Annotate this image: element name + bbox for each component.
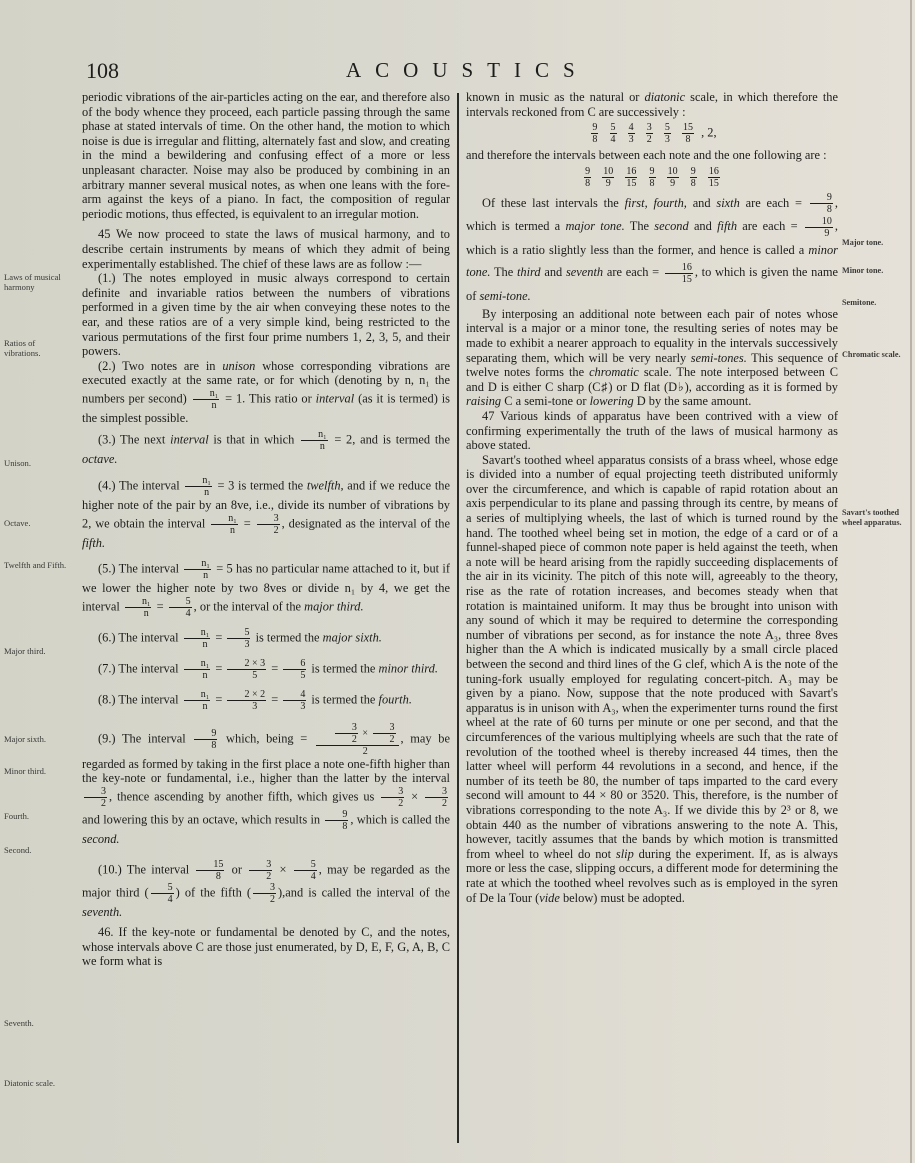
law-2: (2.) Two notes are in unison whose corresponding vibrations are executed exactly at the same rate, or for which (denoting by n, n₁ the numbers per second) $\frac{\text{n₁}}{n}$ = 1. This ratio or interval (as it is termed) is the simplest possible. <box>82 358 450 425</box>
step-interval-ratios: $\frac{9}{8}$ $\frac{10}{9}$ $\frac{16}{15}$ $\frac{9}{8}$ $\frac{10}{9}$ $\frac{9}{8}$ $\frac{16}{15}$ <box>585 165 719 189</box>
fraction: $\frac{\text{n₁}}{n}$ <box>184 658 211 681</box>
side-note-diatonic: Diatonic scale. <box>4 1078 56 1088</box>
law-10: (10.) The interval $\frac{15}{8}$ or $\frac{3}{2}$ × $\frac{5}{4}$ , may be regarded as the major third ( $\frac{5}{4}$ ) of the fifth ( $\frac{3}{2}$ ),and is called the interval of the seventh. <box>82 858 450 919</box>
side-note-twelfth: Twelfth and Fifth. <box>4 560 67 570</box>
side-note-laws: Laws of musical harmony <box>4 272 61 292</box>
side-note-unison: Unison. <box>4 458 31 468</box>
paragraph-savart: Savart's toothed wheel apparatus consists of a brass wheel, whose edge is divided into a number of equal projecting teeth distributed uniformly over the circumference, and which is capable of rapid rotation about an axis perpendicular to its plane and passing through its centre, by means of a series of multiplying wheels, the last of which is turned round by the hand. The toothed wheel being set in motion, the edge of a card or of a funnel-shaped piece of common note paper is held against the teeth, when a note will be heard arising from the rapidly succeeding displacements of the air in its vicinity. The pitch of this note will, agreeably to the theory, rise as the rate of rotation increases, and becomes steady when that rotation is maintained uniform. It may thus be brought into unison with any sound of which it may be required to determine the corresponding number of vibrations per second, as for instance the note A₃, three 8ves higher than the A which is indicated musically by a small circle placed between the second and third lines of the G clef, which A is the note of the tuning-fork usually employed for regulating concert-pitch. A₃ may be given by a piano. Now, suppose that the note produced with Savart's apparatus is in unison with A₃, when the experimenter turns round the first wheel at the rate of 60 turns per minute or one per second, and that the circumferences of the various multiplying wheels are such that the rate of revolution of the toothed wheel is thereby increased 44 times, then the latter wheel will perform 44 revolutions in a second, and hence, if the number of its teeth be 80, the number of taps imparted to the card every second will amount to 44 × 80 or 3520. This, therefore, is the number of vibrations corresponding to the note A₃. If we divide this by 2³ or 8, we obtain 440 as the number of vibrations answering to the note A. This, however, tacitly assumes that the bands by which motion is transmitted from wheel to wheel do not slip during the experiment. If, as is always more or less the case, slipping occurs, a different mode for determining the rate at which the toothed wheel revolves such as is employed in the syren of De la Tour (vide below) must be adopted. <box>466 452 838 905</box>
fraction: $\frac{\text{n₁}}{n}$ <box>193 388 220 411</box>
fraction: $\frac{3}{2}$ <box>381 786 404 809</box>
diatonic-scale-ratios: $\frac{9}{8}$ $\frac{5}{4}$ $\frac{4}{3}$ $\frac{3}{2}$ $\frac{5}{3}$ $\frac{15}{8}$ , 2, <box>592 122 717 146</box>
fraction: $\frac{2 \times 3}{5}$ <box>227 658 266 681</box>
paragraph-47: 47 Various kinds of apparatus have been contrived with a view of confirming experimentally the truth of the laws of musical harmony as above stated. <box>466 408 838 453</box>
fraction: $\frac{9}{8}$ <box>810 192 833 215</box>
law-9: (9.) The interval $\frac{9}{8}$ which, being = $\frac{3}{2}$ × $\frac{3}{2}$ 2 , may be regarded as formed by taking in the first place a note one-fifth higher than the key-note or fundamental, i.e., higher than the latter by the interval $\frac{3}{2}$ , thence ascending by another fifth, which gives us $\frac{3}{2}$ × $\frac{3}{2}$ and lowering this by an octave, which results in $\frac{9}{8}$ , which is called the second. <box>82 721 450 847</box>
fraction: $\frac{16}{15}$ <box>665 262 693 285</box>
law-1: (1.) The notes employed in music always correspond to certain definite and invariable ratios between the numbers of vibrations performed in a given time by the air when conveying these notes to the ear, and these ratios are of a very simple kind, being restricted to the various permutations of the first four prime numbers 1, 2, 3, 5, and their powers. <box>82 271 450 359</box>
law-5: (5.) The interval $\frac{\text{n₁}}{n}$ = 5 has no particular name attached to it, but if we lower the higher note by two 8ves or divide n₁ by 4, we get the interval $\frac{\text{n₁}}{n}$ = $\frac{5}{4}$ , or the interval of the major third. <box>82 558 450 619</box>
side-note-minor-third: Minor third. <box>4 766 47 776</box>
side-note-major-sixth: Major sixth. <box>4 734 47 744</box>
fraction: $\frac{6}{5}$ <box>283 658 306 681</box>
fraction: $\frac{\text{n₁}}{n}$ <box>185 475 212 498</box>
fraction: $\frac{3}{2}$ <box>84 786 107 809</box>
fraction: $\frac{10}{9}$ <box>805 216 833 239</box>
fraction: $\frac{\text{n₁}}{n}$ <box>184 627 211 650</box>
fraction: $\frac{5}{4}$ <box>169 596 192 619</box>
running-title: ACOUSTICS <box>346 58 589 82</box>
fraction: $\frac{9}{8}$ <box>325 809 348 832</box>
compound-fraction: $\frac{3}{2}$ × $\frac{3}{2}$ 2 <box>316 722 399 757</box>
law-8: (8.) The interval $\frac{\text{n₁}}{n}$ = $\frac{2 \times 2}{3}$ = $\frac{4}{3}$ is termed the fourth. <box>98 688 412 712</box>
side-note-chromatic: Chromatic scale. <box>842 350 901 359</box>
law-7: (7.) The interval $\frac{\text{n₁}}{n}$ = $\frac{2 \times 3}{5}$ = $\frac{6}{5}$ is termed the minor third. <box>98 657 438 681</box>
fraction: $\frac{3}{2}$ <box>257 513 280 536</box>
fraction: $\frac{5}{4}$ <box>151 882 174 905</box>
paragraph-tones: Of these last intervals the first, fourth, and sixth are each = $\frac{9}{8}$ , which is termed a major tone. The second and fifth are each = $\frac{10}{9}$ , which is a ratio slightly less than the former, and hence is called a minor tone. The third and seventh are each = $\frac{16}{15}$ , to which is given the name of semi-tone. <box>466 192 838 303</box>
fraction: $\frac{2 \times 2}{3}$ <box>227 689 266 712</box>
law-3: (3.) The next interval is that in which $\frac{\text{n₁}}{n}$ = 2, and is termed the octave. <box>82 429 450 467</box>
fraction: $\frac{\text{n₁}}{n}$ <box>184 558 211 581</box>
paragraph-diatonic: known in music as the natural or diatonic scale, in which therefore the intervals reckoned from C are successively : <box>466 90 838 119</box>
side-note-ratios: Ratios of vibrations. <box>4 338 41 358</box>
side-note-major-tone: Major tone. <box>842 238 884 247</box>
side-note-second: Second. <box>4 845 32 855</box>
paragraph-chromatic: By interposing an additional note between each pair of notes whose interval is a major or a minor tone, the resulting series of notes may be made to exhibit a nearer approach to equality in the intervals successively separating them, which will be very nearly semi-tones. This sequence of twelve notes forms the chromatic scale. The note interposed between C and D is either C sharp (C♯) or D flat (D♭), according as it is formed by raising C a semi-tone or lowering D by the same amount. <box>466 306 838 409</box>
page-edge <box>910 0 912 1163</box>
fraction: $\frac{3}{2}$ <box>425 786 448 809</box>
fraction: $\frac{5}{4}$ <box>294 859 317 882</box>
side-note-minor-tone: Minor tone. <box>842 266 884 275</box>
fraction: $\frac{4}{3}$ <box>283 689 306 712</box>
fraction: $\frac{\text{n₁}}{n}$ <box>211 513 238 536</box>
fraction: $\frac{\text{n₁}}{n}$ <box>301 429 328 452</box>
side-note-savart: Savart's toothed wheel apparatus. <box>842 508 902 527</box>
fraction: $\frac{\text{n₁}}{n}$ <box>184 689 211 712</box>
law-6: (6.) The interval $\frac{\text{n₁}}{n}$ = $\frac{5}{3}$ is termed the major sixth. <box>98 626 382 650</box>
paragraph-noise: periodic vibrations of the air-particles acting on the ear, and therefore also of the body whence they proceed, each particle passing through the same phase at stated intervals of time. On the other hand, the motion to which noise is due is irregular and flitting, alternately fast and slow, and creating in the mind a bewildering and confusing effect of a more or less unpleasant character. Noise may also be produced by combining in an arbitrary manner several musical notes, as when one leans with the fore-arm against the keys of a piano. In fact, the composition of regular periodic motions, thus effected, is equivalent to an irregular motion. <box>82 90 450 221</box>
paragraph-45: 45 We now proceed to state the laws of musical harmony, and to describe certain instruments by means of which they admit of being experimentally established. The chief of these laws are as follow :— <box>82 227 450 271</box>
fraction: $\frac{3}{2}$ <box>253 882 276 905</box>
fraction: $\frac{\text{n₁}}{n}$ <box>125 596 152 619</box>
fraction: $\frac{9}{8}$ <box>194 728 217 751</box>
page-number: 108 <box>86 58 119 83</box>
law-4: (4.) The interval $\frac{\text{n₁}}{n}$ = 3 is termed the twelfth, and if we reduce the higher note of the pair by an 8ve, i.e., divide its number of vibrations by 2, we obtain the interval $\frac{\text{n₁}}{n}$ = $\frac{3}{2}$ , designated as the interval of the fifth. <box>82 475 450 550</box>
side-note-semitone: Semitone. <box>842 298 877 307</box>
side-note-major-third: Major third. <box>4 646 46 656</box>
side-note-octave: Octave. <box>4 518 31 528</box>
paragraph-46: 46. If the key-note or fundamental be denoted by C, and the notes, whose intervals above C are those just enumerated, by D, E, F, G, A, B, C we form what is <box>82 925 450 969</box>
paragraph-intervals: and therefore the intervals between each note and the one following are : <box>466 148 827 163</box>
side-note-fourth: Fourth. <box>4 811 30 821</box>
fraction: $\frac{5}{3}$ <box>227 627 250 650</box>
side-note-seventh: Seventh. <box>4 1018 34 1028</box>
left-column <box>82 90 450 969</box>
column-divider <box>457 93 459 1143</box>
right-column <box>466 90 838 905</box>
fraction: $\frac{3}{2}$ <box>249 859 272 882</box>
fraction: $\frac{15}{8}$ <box>196 859 224 882</box>
